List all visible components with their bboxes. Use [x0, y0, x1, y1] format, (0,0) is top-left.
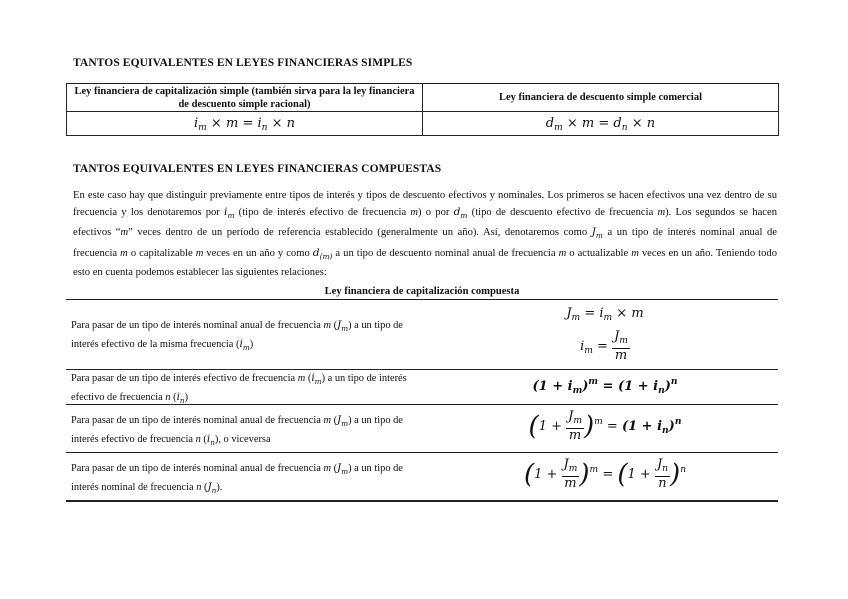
formula-render: $i_m \times m = i_n \times n$ [193, 115, 296, 133]
row-1-text: Para pasar de un tipo de interés nominal anual de frecuencia m $(J_m)$ a un tipo de interés efectivo de la misma frecuencia $(i_m)$ [71, 319, 403, 352]
simple-section-heading: TANTOS EQUIVALENTES EN LEYES FINANCIERAS SIMPLES [73, 57, 413, 69]
table-rule [66, 404, 778, 405]
row-2-formula: $(1 + i_m)^m = (1 + i_n)^n$ [532, 376, 678, 396]
table-rule [66, 299, 778, 300]
compound-section-heading: TANTOS EQUIVALENTES EN LEYES FINANCIERAS COMPUESTAS [73, 163, 442, 175]
row-4-text: Para pasar de un tipo de interés nominal anual de frecuencia m $(J_m)$ a un tipo de interés nominal de frecuencia n $(J_n)$. [71, 462, 403, 495]
formula-render: $d_m \times m = d_n \times n$ [545, 115, 656, 133]
table-rule [66, 369, 778, 370]
row-3-formula: (1 + $\frac{J_m}{m}$ )$^m = (1 + i_n)^n$ [528, 409, 682, 443]
row-4-formula: (1 + $\frac{J_m}{m}$ )$^m$ = (1 + $\frac{J_n}{n}$ )$^n$ [523, 457, 687, 491]
table-bottom-rule [66, 500, 778, 502]
simple-col1-formula [67, 112, 423, 136]
simple-col2-formula [423, 112, 779, 136]
row-2-text: Para pasar de un tipo de interés efectivo de frecuencia m $(i_m)$ a un tipo de interés efectivo de frecuencia n $(i_n)$ [71, 372, 407, 405]
row-3-text: Para pasar de un tipo de interés nominal anual de frecuencia m $(J_m)$ a un tipo de interés efectivo de frecuencia n $(i_n)$, o viceversa [71, 414, 403, 447]
simple-col1-header: Ley financiera de capitalización simple (también sirva para la ley financiera de descuento simple racional) [67, 84, 423, 112]
simple-col2-header: Ley financiera de descuento simple comercial [423, 84, 779, 112]
compound-table-title: Ley financiera de capitalización compuesta [324, 286, 520, 297]
table-rule [66, 452, 778, 453]
compound-intro-paragraph: En este caso hay que distinguir previamente entre tipos de interés y tipos de descuento efectivos y nominales. Los primeros se hacen efectivos una vez dentro de su frecuencia y los denotaremos por $i_m$ (tipo de interés efectivo de frecuencia m) o por $d_m$ (tipo de descuento efectivo de frecuencia m). Los segundos se hacen efectivos “m” veces dentro de un período de referencia establecido (generalmente un año). Así, denotaremos como $J_m$ a un tipo de interés nominal anual de frecuencia m o capitalizable m veces en un año y como $d_{(m)}$ a un tipo de descuento nominal anual de frecuencia m o actualizable m veces en un año. Teniendo todo esto en cuenta podemos establecer las siguientes relaciones: [73, 190, 777, 278]
row-1-formula-2: $i_m$ = $\frac{J_m}{m}$ [580, 329, 628, 363]
simple-laws-table [66, 83, 779, 136]
row-1-formula-1: $J_m = i_m \times m$ [566, 306, 644, 323]
